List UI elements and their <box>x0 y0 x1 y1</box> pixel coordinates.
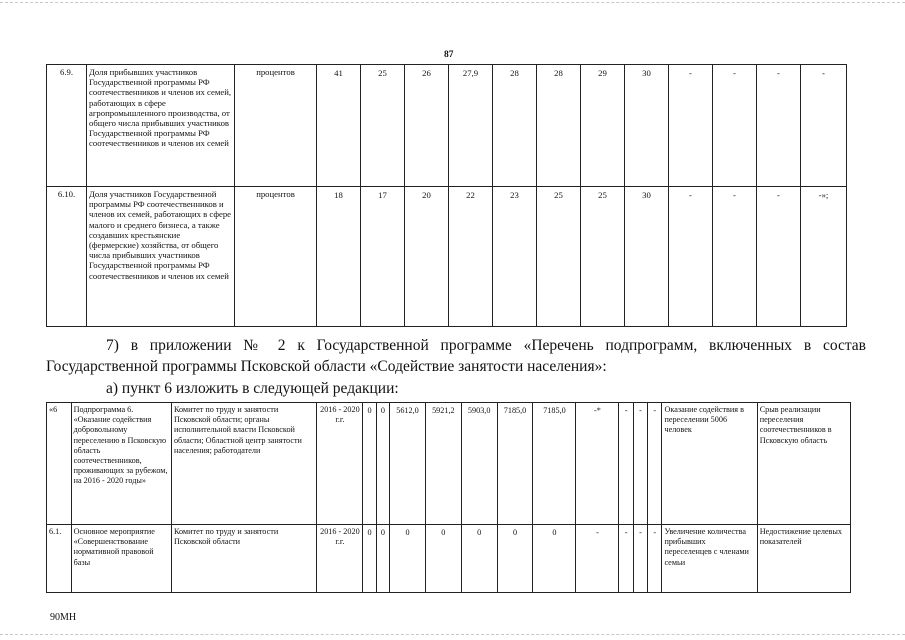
expected-result-cell: Оказание содействия в переселении 5006 человек <box>662 403 757 525</box>
value-cell: 7185,0 <box>497 403 533 525</box>
value-cell: 30 <box>625 65 669 187</box>
subprogram-name: Основное мероприятие «Совершенствование нормативной правовой базы <box>71 525 171 593</box>
value-cell: 0 <box>376 525 389 593</box>
value-cell: 23 <box>493 187 537 327</box>
value-cell: - <box>669 65 713 187</box>
value-cell: - <box>757 65 801 187</box>
value-cell: - <box>713 187 757 327</box>
table-row <box>47 525 851 593</box>
value-cell: -* <box>576 403 619 525</box>
row-number: 6.9. <box>47 65 87 187</box>
sub-paragraph: а) пункт 6 изложить в следующей редакции: <box>106 380 399 397</box>
value-cell: 0 <box>461 525 497 593</box>
value-cell: 0 <box>533 525 576 593</box>
amendment-paragraph-line2: Государственной программы Псковской области «Содействие занятости населения»: <box>46 358 607 375</box>
table-row <box>47 65 847 187</box>
amendment-paragraph-line1: 7) в приложении № 2 к Государственной программе «Перечень подпрограмм, включенных в состав <box>106 337 866 354</box>
executors-cell: Комитет по труду и занятости Псковской области <box>171 525 316 593</box>
value-cell: - <box>633 525 647 593</box>
value-cell: 30 <box>625 187 669 327</box>
value-cell: -»; <box>801 187 847 327</box>
value-cell: - <box>801 65 847 187</box>
scan-top-edge <box>0 2 905 3</box>
table-row <box>47 187 847 327</box>
value-cell: 0 <box>376 403 389 525</box>
value-cell: 25 <box>581 187 625 327</box>
value-cell: 18 <box>317 187 361 327</box>
subprograms-table <box>46 402 851 593</box>
value-cell: - <box>713 65 757 187</box>
unit-cell: процентов <box>235 187 317 327</box>
indicator-name: Доля прибывших участников Государственной программы РФ соотечественников и членов их семей, работающих в сфере агропромышленного производства, от общего числа прибывших участников Государственной программы РФ соотечественников и членов их семей <box>87 65 235 187</box>
subprogram-name: Подпрограмма 6. «Оказание содействия добровольному переселению в Псковскую область соотечественников, проживающих за рубежом, на 2016 - 2020 годы» <box>71 403 171 525</box>
value-cell: 26 <box>405 65 449 187</box>
page-number: 87 <box>444 50 454 60</box>
value-cell: 5612,0 <box>390 403 426 525</box>
indicators-table <box>46 64 847 327</box>
value-cell: - <box>648 525 662 593</box>
value-cell: 25 <box>361 65 405 187</box>
value-cell: 0 <box>497 525 533 593</box>
value-cell: - <box>669 187 713 327</box>
value-cell: - <box>619 525 633 593</box>
value-cell: - <box>576 525 619 593</box>
value-cell: 0 <box>363 403 376 525</box>
value-cell: - <box>619 403 633 525</box>
row-number: 6.1. <box>47 525 72 593</box>
value-cell: - <box>757 187 801 327</box>
value-cell: 5903,0 <box>461 403 497 525</box>
executors-cell: Комитет по труду и занятости Псковской области; органы исполнительной власти Псковской области; Областной центр занятости населения; работодатели <box>171 403 316 525</box>
value-cell: 22 <box>449 187 493 327</box>
value-cell: - <box>633 403 647 525</box>
value-cell: 41 <box>317 65 361 187</box>
value-cell: 17 <box>361 187 405 327</box>
footer-code: 90МН <box>50 612 77 623</box>
period-cell: 2016 - 2020 г.г. <box>317 403 363 525</box>
risk-cell: Недостижение целевых показателей <box>757 525 850 593</box>
value-cell: 0 <box>363 525 376 593</box>
value-cell: 20 <box>405 187 449 327</box>
row-number: 6.10. <box>47 187 87 327</box>
row-number: «6 <box>47 403 72 525</box>
unit-cell: процентов <box>235 65 317 187</box>
scan-bottom-edge <box>0 634 905 635</box>
value-cell: 27,9 <box>449 65 493 187</box>
value-cell: 5921,2 <box>425 403 461 525</box>
expected-result-cell: Увеличение количества прибывших переселенцев с членами семьи <box>662 525 757 593</box>
value-cell: 7185,0 <box>533 403 576 525</box>
period-cell: 2016 - 2020 г.г. <box>317 525 363 593</box>
value-cell: 29 <box>581 65 625 187</box>
value-cell: 25 <box>537 187 581 327</box>
value-cell: 28 <box>537 65 581 187</box>
value-cell: 0 <box>390 525 426 593</box>
value-cell: 0 <box>425 525 461 593</box>
table-row <box>47 403 851 525</box>
value-cell: - <box>648 403 662 525</box>
value-cell: 28 <box>493 65 537 187</box>
risk-cell: Срыв реализации переселения соотечественников в Псковскую область <box>757 403 850 525</box>
indicator-name: Доля участников Государственной программы РФ соотечественников и членов их семей, работающих в сфере малого и среднего бизнеса, а также создавших крестьянские (фермерские) хозяйства, от общего числа прибывших участников Государственной программы РФ соотечественников и членов их семей <box>87 187 235 327</box>
